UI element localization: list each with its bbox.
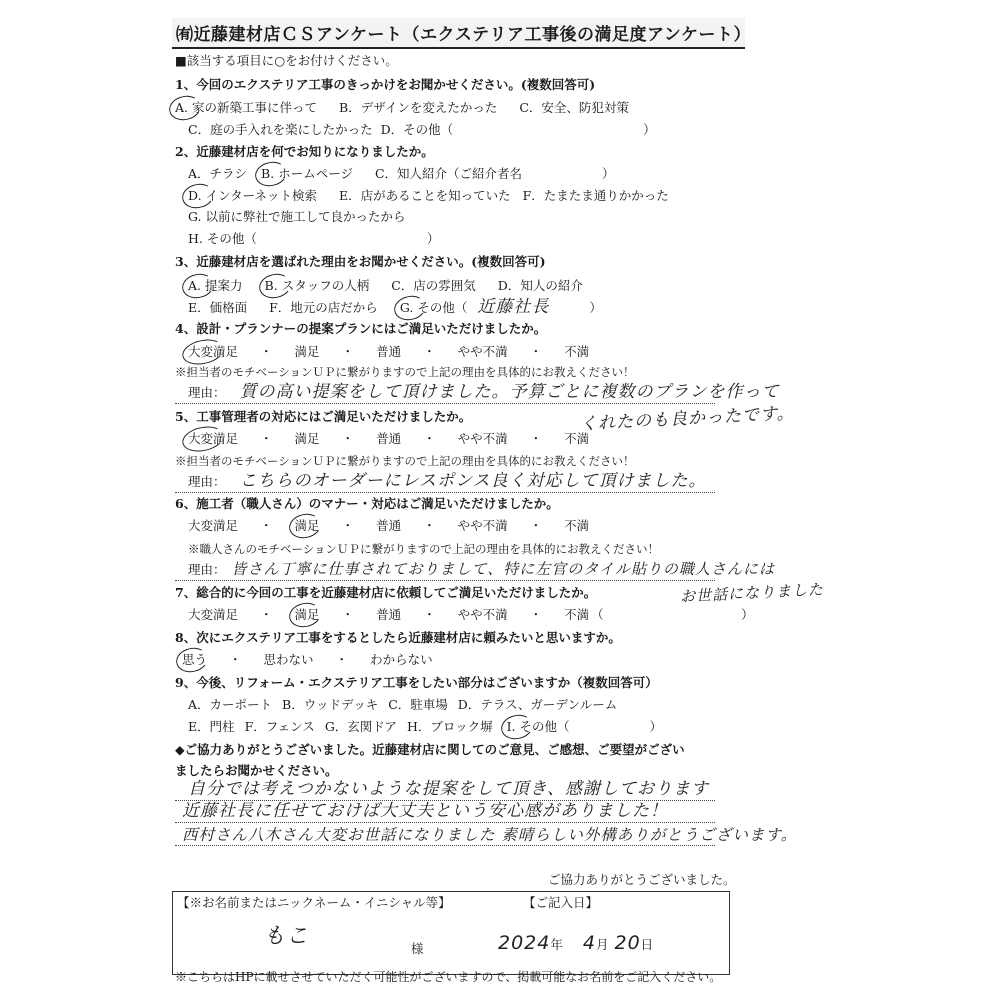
q5-dissatisfied[interactable]: 不満 bbox=[564, 431, 590, 446]
q1-row2 bbox=[188, 121, 656, 139]
q9-option-d[interactable]: D．テラス、ガーデンルーム bbox=[457, 697, 618, 712]
separator: ・ bbox=[229, 652, 242, 667]
q3-row1 bbox=[188, 277, 605, 295]
paren-close: ） bbox=[643, 122, 656, 137]
q2-text: 2、近藤建材店を何でお知りになりましたか。 bbox=[175, 144, 434, 159]
comments-prompt-cont: ましたらお聞かせください。 bbox=[175, 763, 338, 778]
q3-option-a-label: 提案力 bbox=[205, 278, 243, 293]
comment-line-2[interactable]: 近藤社長に任せておけば大丈夫という安心感がありました！ bbox=[182, 801, 668, 821]
separator: ・ bbox=[423, 607, 436, 622]
separator: ・ bbox=[529, 344, 543, 359]
honorific: 様 bbox=[411, 941, 424, 956]
divider bbox=[175, 822, 715, 823]
q6-reason-handwritten[interactable]: 皆さん丁寧に仕事されておりまして、特に左官のタイル貼りの職人さんには bbox=[231, 560, 775, 578]
separator: ・ bbox=[260, 607, 273, 622]
q7-dissatisfied[interactable]: 不満 bbox=[564, 607, 590, 622]
q2-option-e[interactable]: E．店があることを知っていた bbox=[338, 188, 511, 203]
footer-note: ※こちらはHPに載せさせていただく可能性がございますので、掲載可能なお名前をご記入ください。 bbox=[175, 970, 722, 984]
q9-option-i-label: その他（ bbox=[519, 719, 570, 734]
q7-slightly-dissatisfied[interactable]: やや不満 bbox=[457, 607, 508, 622]
separator: ・ bbox=[341, 518, 355, 533]
q9-option-g[interactable]: G．玄関ドア bbox=[324, 719, 397, 734]
q5-satisfied[interactable]: 満足 bbox=[294, 431, 320, 446]
separator: ・ bbox=[529, 518, 543, 533]
q6-slightly-dissatisfied[interactable]: やや不満 bbox=[457, 518, 508, 533]
q1-row1 bbox=[175, 99, 651, 117]
q4-text: 4、設計・プランナーの提案プランにはご満足いただけましたか。 bbox=[175, 321, 547, 336]
q6-dissatisfied[interactable]: 不満 bbox=[564, 518, 590, 533]
q1-option-c2[interactable]: C．庭の手入れを楽にしたかった bbox=[188, 122, 373, 137]
q8-options bbox=[182, 651, 455, 669]
q6-scale bbox=[188, 517, 611, 535]
q3-row2 bbox=[188, 298, 602, 317]
q5-note: ※担当者のモチベーションＵＰに繋がりますので上記の理由を具体的にお教えください！ bbox=[175, 454, 635, 468]
q3-other-handwritten[interactable]: 近藤社長 bbox=[477, 297, 550, 317]
separator: ・ bbox=[529, 607, 543, 622]
comments-prompt: ◆ご協力ありがとうございました。近藤建材店に関してのご意見、ご感想、ご要望がござい bbox=[175, 742, 685, 757]
q4-normal[interactable]: 普通 bbox=[376, 344, 402, 359]
q9-text: 9、今後、リフォーム・エクステリア工事をしたい部分はございますか（複数回答可） bbox=[175, 675, 658, 690]
q7-normal[interactable]: 普通 bbox=[376, 607, 402, 622]
q1-option-c[interactable]: C．安全、防犯対策 bbox=[519, 100, 629, 115]
q3-option-a-circled[interactable]: A. bbox=[188, 278, 202, 293]
separator: ・ bbox=[341, 344, 355, 359]
q2-option-g[interactable]: G. 以前に弊社で施工して良かったから bbox=[188, 209, 406, 224]
q4-satisfied[interactable]: 満足 bbox=[294, 344, 320, 359]
name-handwritten[interactable]: もこ bbox=[263, 924, 310, 949]
separator: ・ bbox=[423, 518, 436, 533]
date-month[interactable]: 4 bbox=[582, 932, 596, 954]
date-field bbox=[498, 934, 653, 954]
paren-close: ） bbox=[649, 719, 663, 734]
q4-note: ※担当者のモチベーションＵＰに繋がりますので上記の理由を具体的にお教えください！ bbox=[175, 365, 635, 379]
q5-slightly-dissatisfied[interactable]: やや不満 bbox=[457, 431, 508, 446]
q1-option-a-label: 家の新築工事に伴って bbox=[192, 100, 318, 115]
q7-very-satisfied[interactable]: 大変満足 bbox=[188, 607, 239, 622]
q4-reason-handwritten-cont[interactable]: くれたのも良かったです。 bbox=[579, 403, 796, 435]
q3-option-b-circled[interactable]: B. bbox=[264, 278, 278, 293]
divider bbox=[175, 492, 715, 493]
q8-no[interactable]: 思わない bbox=[263, 652, 314, 667]
q6-normal[interactable]: 普通 bbox=[376, 518, 402, 533]
q5-text: 5、工事管理者の対応にはご満足いただけましたか。 bbox=[175, 409, 472, 424]
q2-option-d-label: インターネット検索 bbox=[205, 188, 317, 203]
q9-option-i-circled[interactable]: I. bbox=[506, 719, 516, 734]
document-title: ㈲近藤建材店ＣＳアンケート（エクステリア工事後の満足度アンケート） bbox=[172, 18, 745, 49]
q4-dissatisfied[interactable]: 不満 bbox=[564, 344, 590, 359]
separator: ・ bbox=[260, 431, 273, 446]
date-year[interactable]: 2024 bbox=[498, 932, 551, 954]
date-label: 【ご記入日】 bbox=[523, 895, 599, 910]
q9-row1 bbox=[188, 696, 639, 714]
q2-option-h[interactable]: H. その他（ bbox=[188, 231, 257, 246]
q2-option-b-label: ホームページ bbox=[278, 166, 353, 181]
q3-option-g-circled[interactable]: G. bbox=[399, 300, 414, 315]
separator: ・ bbox=[529, 431, 543, 446]
q2-option-d-circled[interactable]: D. bbox=[188, 188, 202, 203]
q2-option-f[interactable]: F．たまたま通りかかった bbox=[522, 188, 669, 203]
q6-note: ※職人さんのモチベーションＵＰに繋がりますので上記の理由を具体的にお教えください！ bbox=[188, 542, 660, 556]
q9-row2 bbox=[188, 718, 662, 736]
paren-close: ） bbox=[602, 166, 615, 181]
reason-label: 理由： bbox=[188, 474, 226, 489]
name-date-box bbox=[172, 891, 730, 975]
q9-option-a[interactable]: A．カーポート bbox=[188, 697, 273, 712]
q2-row2 bbox=[188, 187, 691, 205]
reason-label: 理由： bbox=[188, 562, 226, 577]
separator: ・ bbox=[423, 344, 436, 359]
comment-line-3[interactable]: 西村さん八木さん大変お世話になりました 素晴らしい外構ありがとうございます。 bbox=[182, 826, 798, 844]
q9-option-b[interactable]: B．ウッドデッキ bbox=[282, 697, 379, 712]
instruction: ■該当する項目に○をお付けください。 bbox=[175, 53, 398, 68]
q5-very-satisfied-circled[interactable]: 大変満足 bbox=[188, 431, 239, 446]
q3-option-d[interactable]: D．知人の紹介 bbox=[497, 278, 583, 293]
day-unit: 日 bbox=[640, 937, 654, 952]
q1-option-b[interactable]: B．デザインを変えたかった bbox=[339, 100, 498, 115]
date-day[interactable]: 20 bbox=[614, 932, 641, 954]
q6-reason bbox=[188, 560, 775, 579]
separator: ・ bbox=[260, 518, 273, 533]
q2-option-a[interactable]: A．チラシ bbox=[188, 166, 248, 181]
separator: ・ bbox=[423, 431, 436, 446]
year-unit: 年 bbox=[550, 937, 563, 952]
q3-option-e[interactable]: E．価格面 bbox=[188, 300, 248, 315]
q1-text: 1、今回のエクステリア工事のきっかけをお聞かせください。(複数回答可) bbox=[175, 77, 596, 92]
thanks-text: ご協力ありがとうございました。 bbox=[548, 872, 736, 887]
q9-option-c[interactable]: C．駐車場 bbox=[388, 697, 448, 712]
q6-reason-handwritten-cont[interactable]: お世話になりました bbox=[679, 580, 825, 606]
q2-option-c[interactable]: C．知人紹介（ご紹介者名 bbox=[374, 166, 523, 181]
divider bbox=[175, 403, 715, 404]
divider bbox=[175, 580, 715, 581]
q4-reason-handwritten[interactable]: 質の高い提案をして頂けました。予算ごとに複数のプランを作って bbox=[239, 382, 780, 402]
q2-row1 bbox=[188, 165, 615, 183]
q2-option-b-circled[interactable]: B. bbox=[261, 166, 275, 181]
q8-unsure[interactable]: わからない bbox=[370, 652, 433, 667]
q5-reason bbox=[188, 472, 707, 491]
q3-option-f[interactable]: F．地元の店だから bbox=[269, 300, 378, 315]
divider bbox=[175, 845, 715, 846]
q3-option-c[interactable]: C．店の雰囲気 bbox=[391, 278, 476, 293]
month-unit: 月 bbox=[595, 937, 609, 952]
q2-row4 bbox=[188, 230, 439, 248]
q6-text: 6、施工者（職人さん）のマナー・対応はご満足いただけましたか。 bbox=[175, 496, 559, 511]
q7-satisfied-circled[interactable]: 満足 bbox=[294, 607, 320, 622]
q4-scale bbox=[188, 343, 611, 361]
q5-normal[interactable]: 普通 bbox=[376, 431, 402, 446]
q8-yes-circled[interactable]: 思う bbox=[182, 652, 208, 667]
q3-option-g-label: その他（ bbox=[417, 300, 468, 315]
paren-close: ） bbox=[589, 300, 602, 315]
name-label: 【※お名前またはニックネーム・イニシャル等】 bbox=[177, 895, 451, 910]
q7-other-field[interactable]: （ ） bbox=[591, 607, 754, 622]
q8-text: 8、次にエクステリア工事をするとしたら近藤建材店に頼みたいと思いますか。 bbox=[175, 630, 621, 645]
comment-line-1[interactable]: 自分では考えつかないような提案をして頂き、感謝しております bbox=[188, 779, 709, 799]
q5-scale bbox=[188, 430, 611, 448]
separator: ・ bbox=[260, 344, 273, 359]
separator: ・ bbox=[341, 607, 355, 622]
q5-reason-handwritten[interactable]: こちらのオーダーにレスポンス良く対応して頂けました。 bbox=[239, 471, 707, 491]
paren-close: ） bbox=[426, 231, 440, 246]
q3-option-b-label: スタッフの人柄 bbox=[281, 278, 370, 293]
separator: ・ bbox=[341, 431, 355, 446]
q1-option-d[interactable]: D．その他（ bbox=[380, 122, 454, 137]
q9-option-h[interactable]: H．ブロック塀 bbox=[406, 719, 493, 734]
q9-option-f[interactable]: F．フェンス bbox=[244, 719, 315, 734]
q3-text: 3、近藤建材店を選ばれた理由をお聞かせください。(複数回答可) bbox=[175, 254, 546, 269]
q4-very-satisfied-circled[interactable]: 大変満足 bbox=[188, 344, 239, 359]
q6-satisfied-circled[interactable]: 満足 bbox=[294, 518, 320, 533]
q7-text: 7、総合的に今回の工事を近藤建材店に依頼してご満足いただけましたか。 bbox=[175, 585, 597, 600]
reason-label: 理由： bbox=[188, 385, 226, 400]
separator: ・ bbox=[335, 652, 349, 667]
q9-option-e[interactable]: E．門柱 bbox=[188, 719, 235, 734]
q7-scale bbox=[188, 606, 754, 624]
q4-slightly-dissatisfied[interactable]: やや不満 bbox=[457, 344, 508, 359]
q4-reason bbox=[188, 383, 780, 402]
q6-very-satisfied[interactable]: 大変満足 bbox=[188, 518, 239, 533]
q1-option-a-circled[interactable]: A. bbox=[175, 100, 189, 115]
